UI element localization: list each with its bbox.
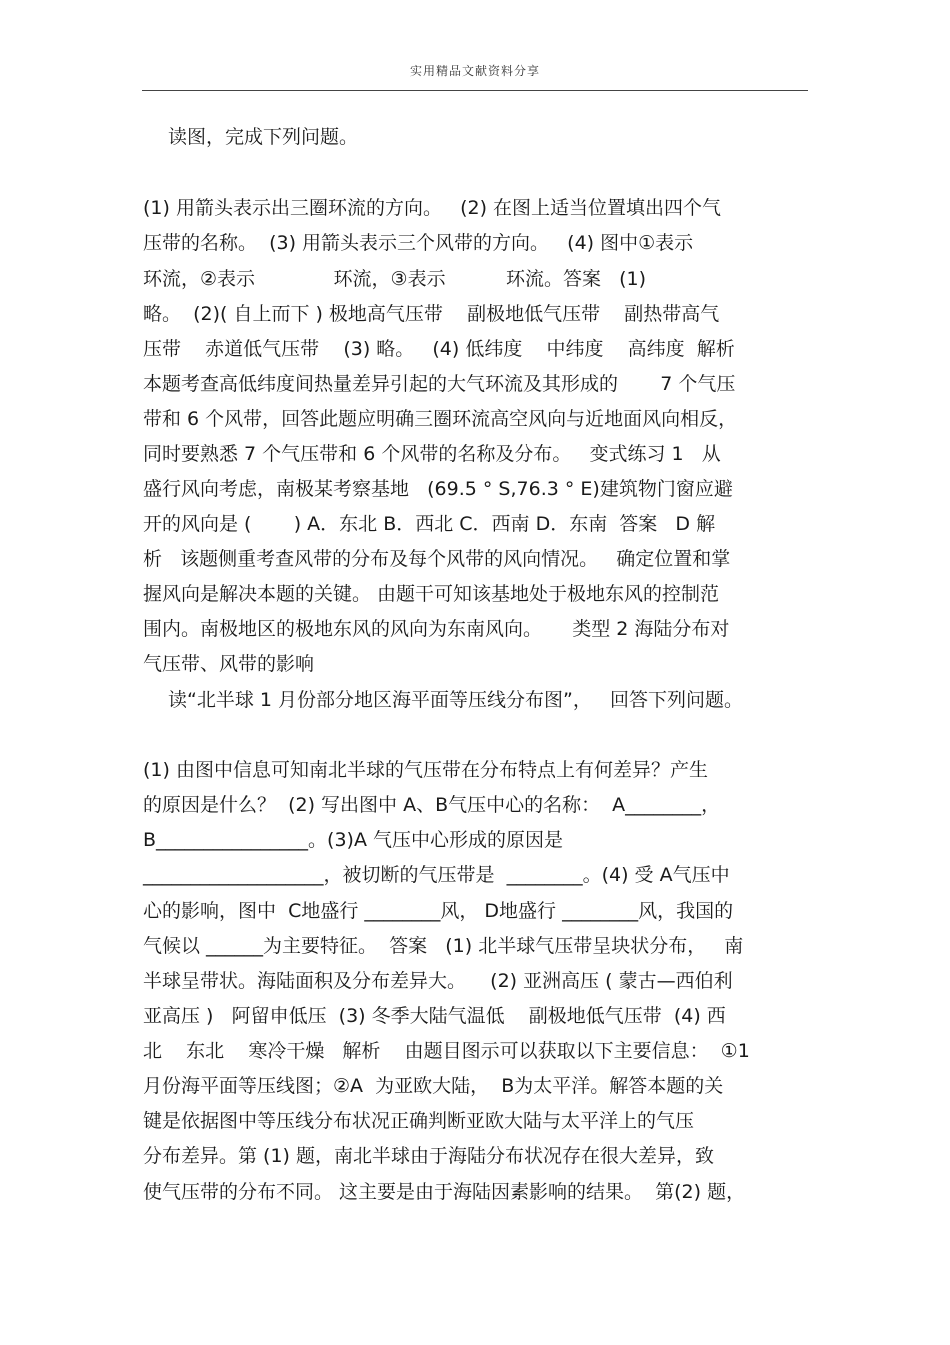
text-line: 压带 赤道低气压带 (3) 略。 (4) 低纬度 中纬度 高纬度 解析 (143, 338, 735, 360)
text-line: B________________。(3)A 气压中心形成的原因是 (143, 829, 563, 851)
header-divider (142, 90, 808, 91)
text-line: 略。 (2)( 自上而下 ) 极地高气压带 副极地低气压带 副热带高气 (143, 303, 720, 325)
text-line: 的原因是什么？ (2) 写出图中 A、B气压中心的名称： A________， (143, 794, 721, 816)
text-line: 压带的名称。 (3) 用箭头表示三个风带的方向。 (4) 图中①表示 (143, 232, 694, 254)
text-line: 月份海平面等压线图；②A 为亚欧大陆， B为太平洋。解答本题的关 (143, 1075, 724, 1097)
text-line: 握风向是解决本题的关键。 由题干可知该基地处于极地东风的控制范 (143, 583, 720, 605)
text-line: 开的风向是 ( ) A．东北 B．西北 C．西南 D．东南 答案 D 解 (143, 513, 716, 535)
text-line: 同时要熟悉 7 个气压带和 6 个风带的名称及分布。 变式练习 1 从 (143, 443, 721, 465)
text-line: 心的影响，图中 C地盛行 ________风， D地盛行 ________风，我国的 (143, 900, 734, 922)
text-line: 环流，②表示 环流，③表示 环流。答案 (1) (143, 268, 647, 290)
text-line: 气候以 ______为主要特征。 答案 (1) 北半球气压带呈块状分布， 南 (143, 935, 744, 957)
text-line: 键是依据图中等压线分布状况正确判断亚欧大陆与太平洋上的气压 (143, 1110, 695, 1132)
text-line: 气压带、风带的影响 (143, 653, 315, 675)
page-header: 实用精品文献资料分享 (409, 64, 540, 78)
text-line: 围内。南极地区的极地东风的风向为东南风向。 类型 2 海陆分布对 (143, 618, 730, 640)
text-line: 半球呈带状。海陆面积及分布差异大。 (2) 亚洲高压 ( 蒙古—西伯利 (143, 970, 733, 992)
text-line: 带和 6 个风带，回答此题应明确三圈环流高空风向与近地面风向相反， (143, 408, 738, 430)
text-line: 读图，完成下列问题。 (168, 126, 359, 148)
text-line: 亚高压 ) 阿留申低压 (3) 冬季大陆气温低 副极地低气压带 (4) 西 (143, 1005, 726, 1027)
text-line: 本题考查高低纬度间热量差异引起的大气环流及其形成的 7 个气压 (143, 373, 736, 395)
text-line: ___________________，被切断的气压带是 ________。(4) 受 A气压中 (143, 864, 730, 886)
text-line: (1) 用箭头表示出三圈环流的方向。 (2) 在图上适当位置填出四个气 (143, 197, 722, 219)
text-line: 析 该题侧重考查风带的分布及每个风带的风向情况。 确定位置和掌 (143, 548, 731, 570)
text-line: (1) 由图中信息可知南北半球的气压带在分布特点上有何差异？产生 (143, 759, 708, 781)
text-line: 盛行风向考虑，南极某考察基地 (69.5 ° S,76.3 ° E)建筑物门窗应避 (143, 478, 733, 500)
text-line: 读“北半球 1 月份部分地区海平面等压线分布图”， 回答下列问题。 (168, 689, 743, 711)
text-line: 使气压带的分布不同。 这主要是由于海陆因素影响的结果。 第(2) 题， (143, 1181, 746, 1203)
text-line: 分布差异。第 (1) 题，南北半球由于海陆分布状况存在很大差异，致 (143, 1145, 714, 1167)
text-line: 北 东北 寒冷干燥 解析 由题目图示可以获取以下主要信息： ①1 (143, 1040, 750, 1062)
